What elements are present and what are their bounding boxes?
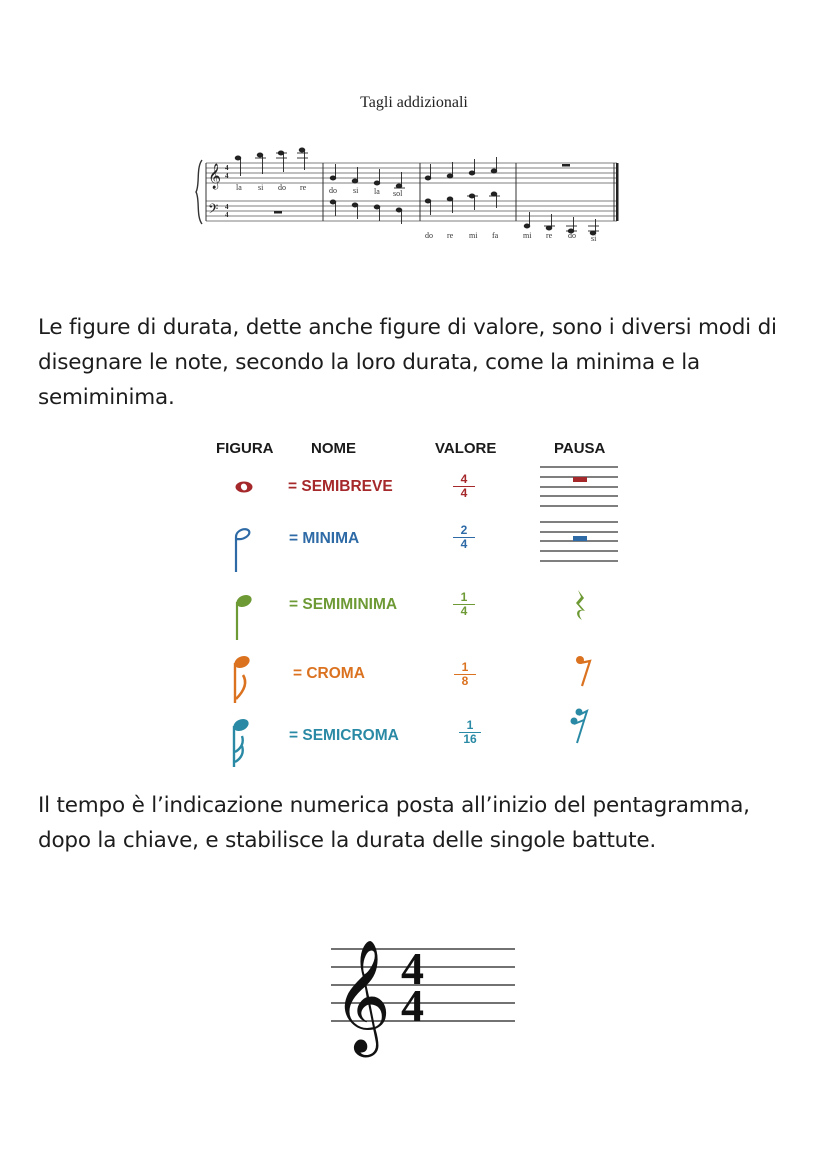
name-croma: = CROMA [293,665,365,682]
value-semicroma: $\frac{1}{16}$ [459,720,481,745]
eighth-note-icon [230,653,260,708]
grand-staff-score [0,0,828,260]
svg-text:do: do [278,183,286,192]
header-name: NOME [311,440,356,457]
whole-note-icon [230,478,260,498]
svg-text:4: 4 [225,211,229,219]
sixteenth-note-icon [229,716,259,771]
svg-text:do: do [329,186,337,195]
value-minima: $\frac{2}{4}$ [453,525,475,550]
quarter-note-icon [232,592,262,642]
treble-clef-icon: 𝄞 [208,164,222,189]
time-signature-staff [325,912,525,1062]
svg-text:4: 4 [225,172,229,180]
half-note-icon [232,527,262,577]
svg-text:mi: mi [523,231,532,240]
svg-text:4: 4 [225,203,229,211]
header-value: VALORE [435,440,497,457]
svg-text:4: 4 [225,164,229,172]
whole-rest-icon [540,462,620,512]
svg-text:si: si [353,186,359,195]
treble-clef-icon: 𝄞 [333,939,391,1053]
svg-text:re: re [546,231,553,240]
svg-text:4: 4 [401,943,424,994]
value-croma: $\frac{1}{8}$ [454,662,476,687]
svg-text:la: la [374,187,380,196]
svg-text:do: do [425,231,433,240]
paragraph-tempo: Il tempo è l’indicazione numerica posta all’inizio del pentagramma, dopo la chiave, e stabilisce la durata delle singole battute. [38,793,750,853]
value-semiminima: $\frac{1}{4}$ [453,592,475,617]
name-semicroma: = SEMICROMA [289,727,399,744]
eighth-rest-icon [574,654,598,690]
value-semibreve: $\frac{4}{4}$ [453,474,475,499]
header-figure: FIGURA [216,440,274,457]
svg-text:do: do [568,231,576,240]
name-semiminima: = SEMIMINIMA [289,596,398,613]
svg-text:si: si [258,183,264,192]
sixteenth-rest-icon [569,707,595,747]
quarter-rest-icon [572,588,592,624]
svg-text:re: re [447,231,454,240]
svg-text:4: 4 [401,980,424,1031]
svg-text:si: si [591,234,597,243]
svg-text:sol: sol [393,189,403,198]
name-minima: = MINIMA [289,530,360,547]
svg-text:la: la [236,183,242,192]
name-semibreve: = SEMIBREVE [288,478,393,495]
score-title: Tagli addizionali [360,94,468,111]
svg-text:re: re [300,183,307,192]
header-rest: PAUSA [554,440,606,457]
half-rest-icon [540,517,620,567]
svg-text:fa: fa [492,231,499,240]
svg-text:mi: mi [469,231,478,240]
paragraph-figures: Le figure di durata, dette anche figure di valore, sono i diversi modi di disegnare le note, secondo la loro durata, come la minima e la semiminima. [38,315,777,410]
bass-clef-icon: 𝄢 [208,201,219,220]
